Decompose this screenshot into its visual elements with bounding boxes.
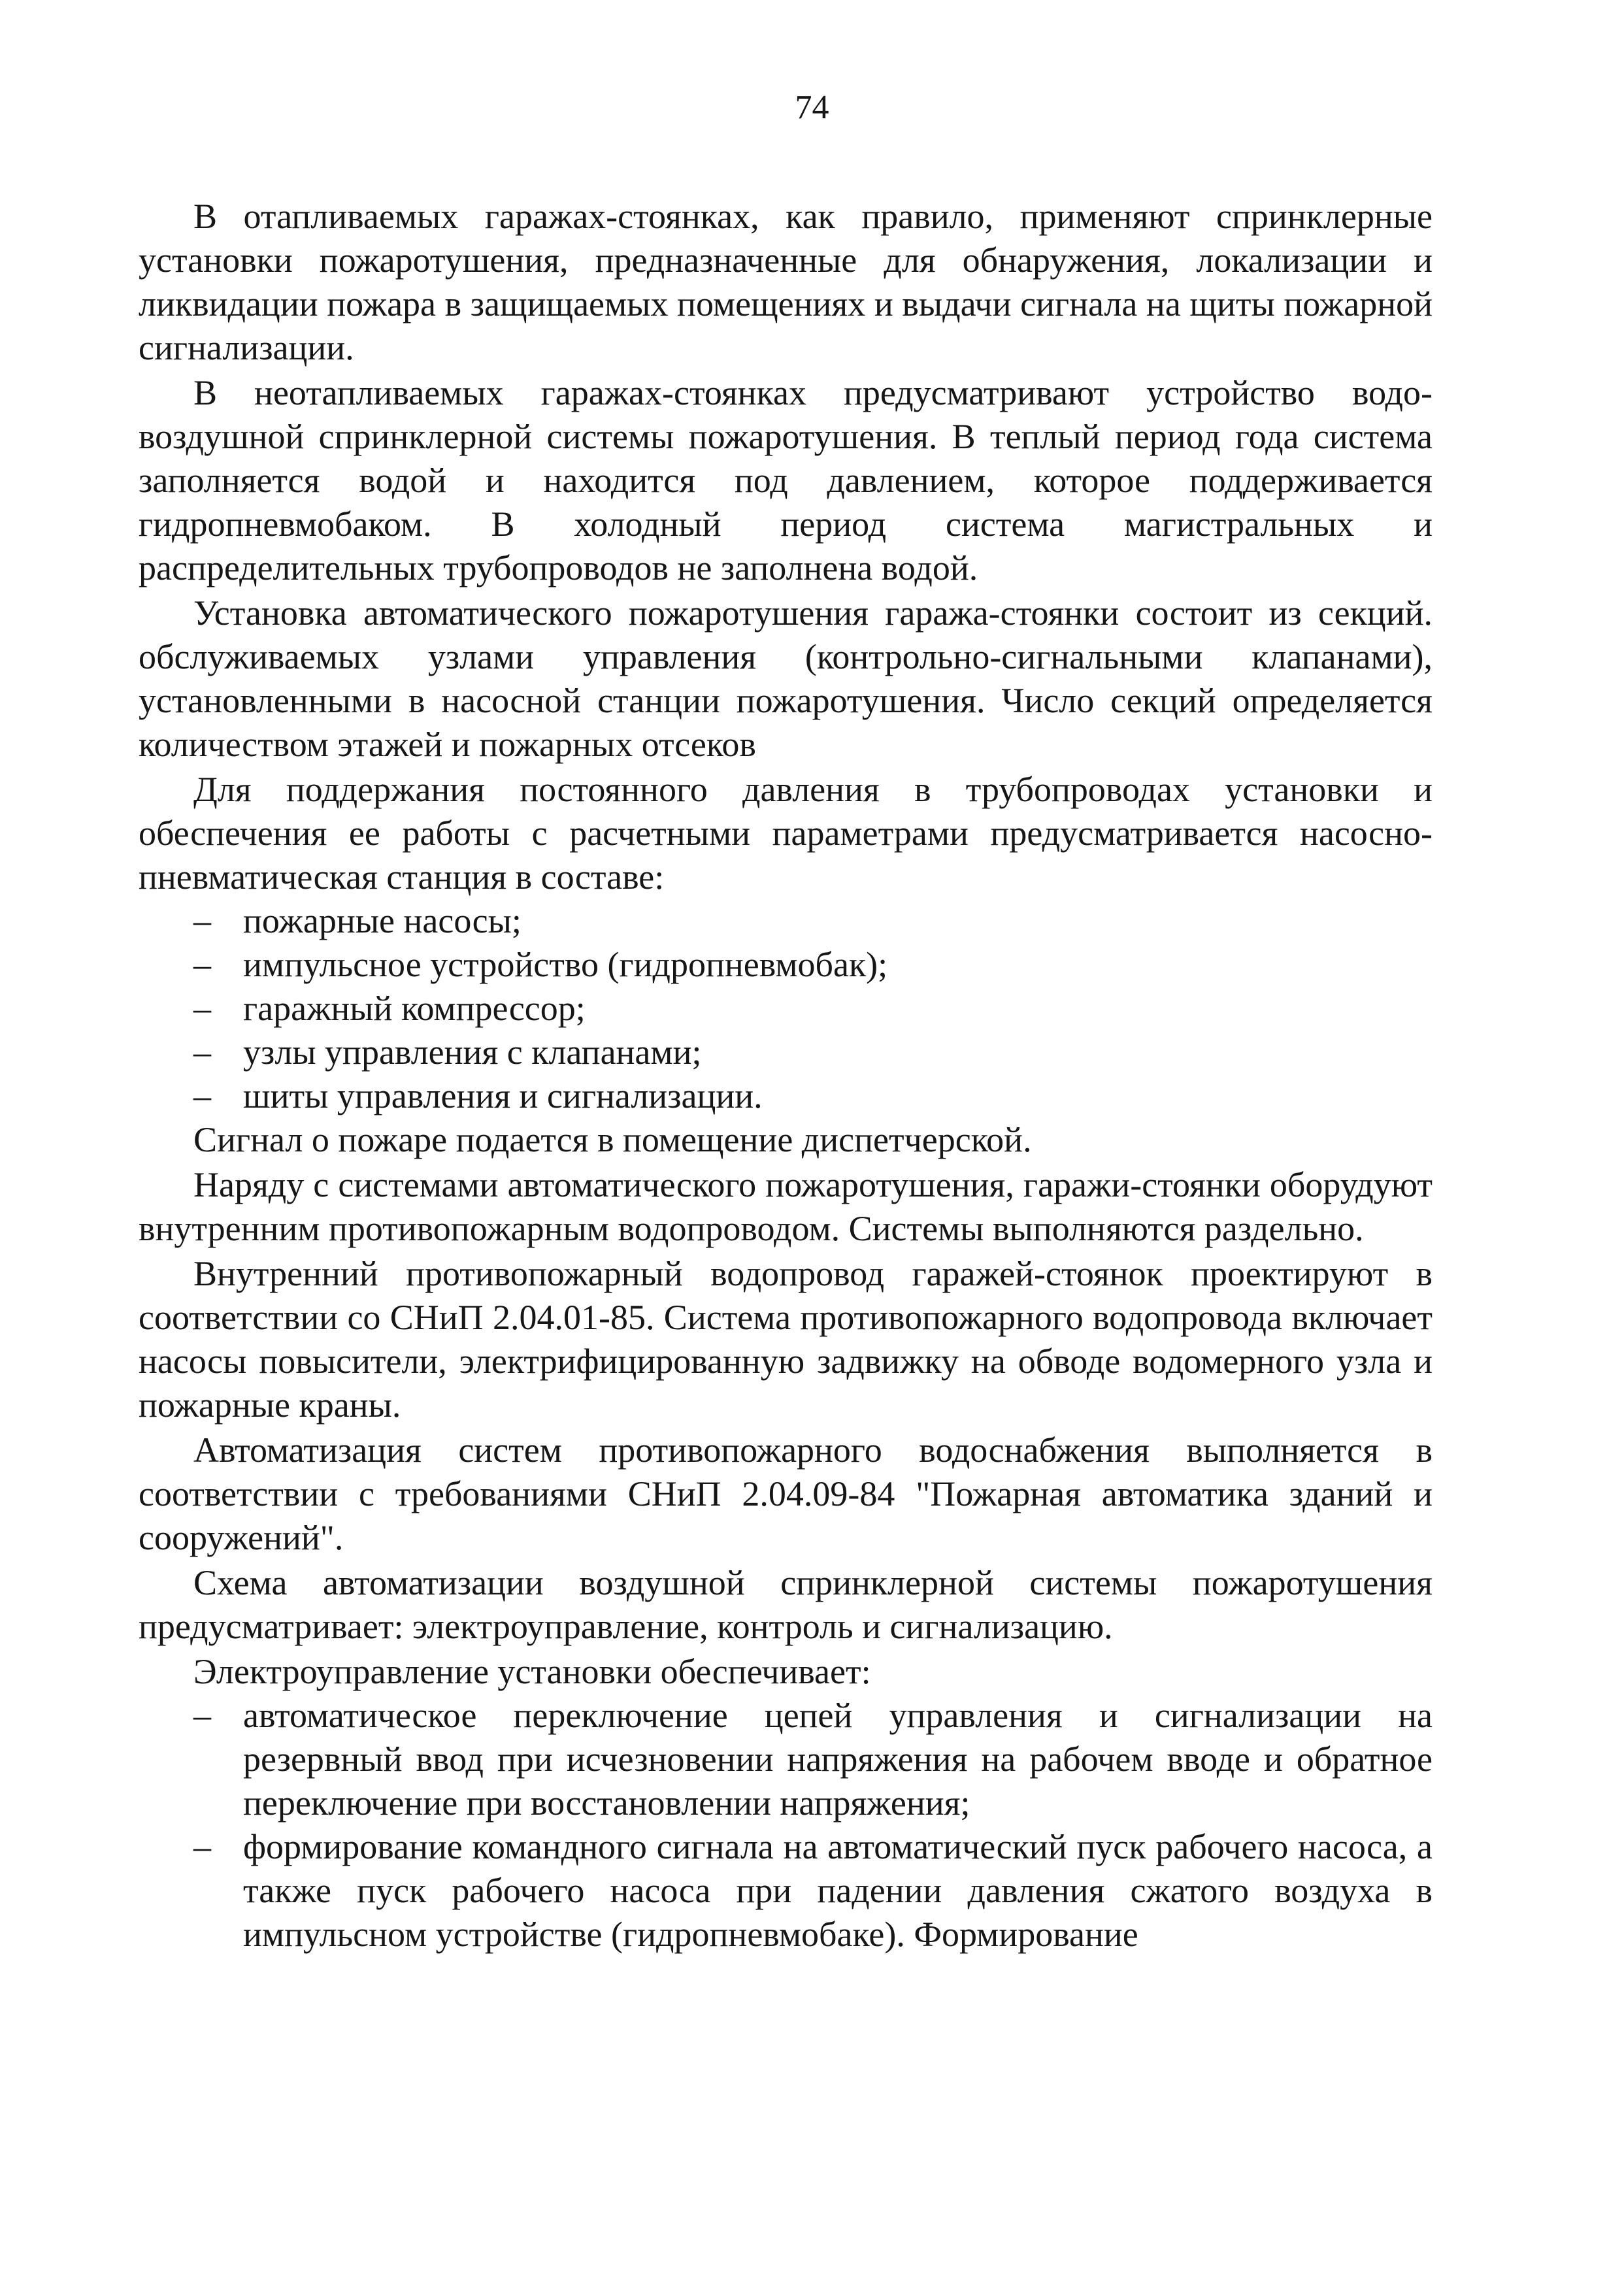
list-item: – пожарные насосы; bbox=[139, 899, 1433, 943]
paragraph-automation-snip: Автоматизация систем противопожарного водоснабжения выполняется в соответствии с требованиями СНиП 2.04.09-84 "Пожарная автоматика зданий и сооружений". bbox=[139, 1430, 1433, 1557]
dash-bullet: – bbox=[193, 901, 211, 940]
dash-bullet: – bbox=[193, 1032, 211, 1072]
dash-bullet: – bbox=[193, 1076, 211, 1115]
paragraph-automation-scheme: Схема автоматизации воздушной спринклерной системы пожаротушения предусматривает: электроуправление, контроль и сигнализацию. bbox=[139, 1563, 1433, 1646]
paragraph-pressure-station: Для поддержания постоянного давления в трубопроводах установки и обеспечения ее работы с расчетными параметрами предусматривается насосно-пневматическая станция в составе: bbox=[139, 770, 1433, 897]
list-item: – автоматическое переключение цепей управления и сигнализации на резервный ввод при исчезновении напряжения на рабочем вводе и обратное переключение при восстановлении напряжения; bbox=[139, 1694, 1433, 1825]
paragraph-unheated-garages: В неотапливаемых гаражах-стоянках предусматривают устройство водо-воздушной спринклерной системы пожаротушения. В теплый период года система заполняется водой и находится под давлением, которое поддерживается гидропневмобаком. В холодный период система магистральных и распределительных трубопроводов не заполнена водой. bbox=[139, 373, 1433, 587]
paragraph-fire-signal: Сигнал о пожаре подается в помещение диспетчерской. bbox=[193, 1120, 1032, 1159]
page-body bbox=[139, 195, 1433, 1956]
paragraph-snip-water-supply: Внутренний противопожарный водопровод гаражей-стоянок проектируют в соответствии со СНиП 2.04.01-85. Система противопожарного водопровода включает насосы повысители, электрифицированную задвижку на обводе водомерного узла и пожарные краны. bbox=[139, 1254, 1433, 1425]
dash-bullet: – bbox=[193, 1696, 211, 1735]
paragraph-electric-control: Электроуправление установки обеспечивает: bbox=[193, 1652, 871, 1691]
dash-bullet: – bbox=[193, 989, 211, 1028]
dash-bullet: – bbox=[193, 1827, 211, 1866]
paragraph-heated-garages: В отапливаемых гаражах-стоянках, как правило, применяют спринклерные установки пожаротушения, предназначенные для обнаружения, локализации и ликвидации пожара в защищаемых помещениях и выдачи сигнала на щиты пожарной сигнализации. bbox=[139, 197, 1433, 367]
list-item: – формирование командного сигнала на автоматический пуск рабочего насоса, а также пуск рабочего насоса при падении давления сжатого воздуха в импульсном устройстве (гидропневмобаке). Формирование bbox=[139, 1825, 1433, 1956]
list-item: – импульсное устройство (гидропневмобак); bbox=[139, 943, 1433, 987]
station-components-list bbox=[139, 899, 1433, 1118]
list-item: – узлы управления с клапанами; bbox=[139, 1031, 1433, 1074]
dash-bullet: – bbox=[193, 945, 211, 984]
list-item: – гаражный компрессор; bbox=[139, 987, 1433, 1031]
paragraph-internal-water-supply: Наряду с системами автоматического пожаротушения, гаражи-стоянки оборудуют внутренним противопожарным водопроводом. Системы выполняются раздельно. bbox=[139, 1165, 1433, 1248]
list-item: – шиты управления и сигнализации. bbox=[139, 1074, 1433, 1118]
page-number: 74 bbox=[795, 89, 829, 126]
paragraph-installation-sections: Установка автоматического пожаротушения гаража-стоянки состоит из секций. обслуживаемых узлами управления (контрольно-сигнальными клапанами), установленными в насосной станции пожаротушения. Число секций определяется количеством этажей и пожарных отсеков bbox=[139, 593, 1433, 764]
electric-control-list bbox=[139, 1694, 1433, 1956]
